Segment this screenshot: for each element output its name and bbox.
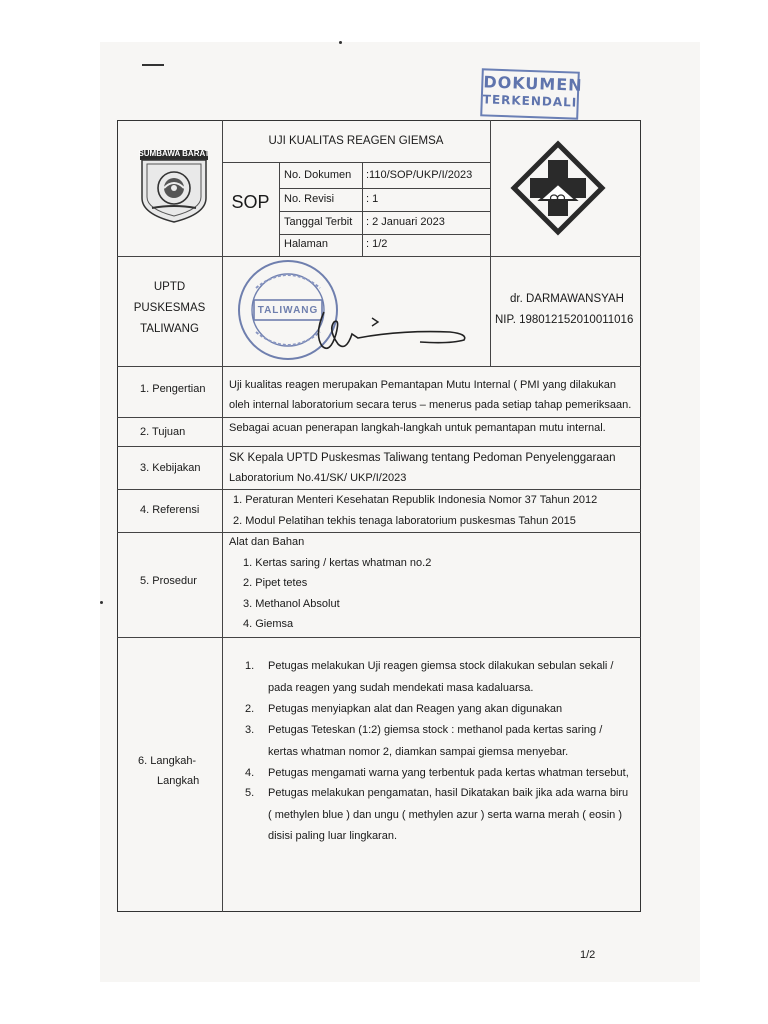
- seal-text: TALIWANG: [257, 305, 319, 316]
- controlled-document-stamp: [480, 68, 583, 119]
- prosedur-item: 4. Giemsa: [243, 618, 294, 630]
- rule: [117, 256, 641, 257]
- org-line2: PUSKESMAS: [133, 302, 206, 314]
- rule: [117, 417, 641, 418]
- rule: [279, 162, 280, 256]
- field-label-halaman: Halaman: [284, 238, 329, 250]
- rule: [222, 162, 490, 163]
- section-label-langkah: 6. Langkah-: [138, 755, 197, 767]
- field-label-no-revisi: No. Revisi: [284, 193, 335, 205]
- field-label-no-dokumen: No. Dokumen: [284, 169, 352, 181]
- rule: [279, 211, 490, 212]
- rule: [362, 162, 363, 256]
- stamp-line2: TERKENDALI: [482, 92, 578, 110]
- section-label-langkah-2: Langkah: [157, 775, 200, 787]
- referensi-item: 2. Modul Pelatihan tekhis tenaga laboratorium puskesmas Tahun 2015: [233, 515, 576, 527]
- pengertian-line: Uji kualitas reagen merupakan Pemantapan Mutu Internal ( PMI yang dilakukan: [229, 379, 617, 391]
- step-number: 4.: [245, 767, 255, 779]
- scan-dot: [100, 601, 103, 604]
- step-line: Petugas melakukan Uji reagen giemsa stock dilakukan sebulan sekali /: [268, 660, 614, 672]
- prosedur-heading: Alat dan Bahan: [229, 536, 305, 548]
- stamp-line1: DOKUMEN: [483, 72, 583, 95]
- puskesmas-logo-icon: [510, 140, 606, 236]
- field-value-no-dokumen: :110/SOP/UKP/I/2023: [366, 169, 473, 181]
- prosedur-item: 2. Pipet tetes: [243, 577, 308, 589]
- step-line: Petugas Teteskan (1:2) giemsa stock : methanol pada kertas saring /: [268, 724, 603, 736]
- rule: [279, 188, 490, 189]
- step-line: Petugas menyiapkan alat dan Reagen yang akan digunakan: [268, 703, 563, 715]
- step-line: kertas whatman nomor 2, diamkan sampai giemsa menyebar.: [268, 746, 569, 758]
- signature-icon: [300, 304, 480, 356]
- tujuan-text: Sebagai acuan penerapan langkah-langkah untuk pemantapan mutu internal.: [229, 422, 606, 434]
- referensi-item: 1. Peraturan Menteri Kesehatan Republik Indonesia Nomor 37 Tahun 2012: [233, 494, 598, 506]
- org-line1: UPTD: [153, 281, 186, 293]
- step-number: 2.: [245, 703, 255, 715]
- scan-dot: [339, 41, 342, 44]
- kebijakan-line: Laboratorium No.41/SK/ UKP/I/2023: [229, 472, 407, 484]
- section-label-tujuan: 2. Tujuan: [140, 426, 186, 438]
- rule: [117, 637, 641, 638]
- rule: [117, 446, 641, 447]
- field-value-no-revisi: : 1: [366, 193, 379, 205]
- step-line: Petugas mengamati warna yang terbentuk pada kertas whatman tersebut,: [268, 767, 629, 779]
- step-line: disisi paling luar lingkaran.: [268, 830, 398, 842]
- rule: [117, 366, 641, 367]
- section-label-pengertian: 1. Pengertian: [140, 383, 206, 395]
- rule: [117, 532, 641, 533]
- org-line3: TALIWANG: [140, 323, 199, 335]
- section-label-kebijakan: 3. Kebijakan: [140, 462, 201, 474]
- field-label-tanggal-terbit: Tanggal Terbit: [284, 216, 353, 228]
- signatory-nip: NIP. 198012152010011016: [495, 314, 634, 326]
- step-line: ( methylen blue ) dan ungu ( methylen azur ) serta warna merah ( eosin ): [268, 809, 622, 821]
- document-title: UJI KUALITAS REAGEN GIEMSA: [268, 135, 444, 147]
- field-value-tanggal-terbit: : 2 Januari 2023: [366, 216, 445, 228]
- rule: [490, 120, 491, 366]
- rule: [279, 234, 490, 235]
- field-value-halaman: : 1/2: [366, 238, 388, 250]
- prosedur-item: 1. Kertas saring / kertas whatman no.2: [243, 557, 432, 569]
- rule: [117, 489, 641, 490]
- scan-mark: [142, 64, 164, 66]
- step-line: Petugas melakukan pengamatan, hasil Dikatakan baik jika ada warna biru: [268, 787, 629, 799]
- region-label: SUMBAWA BARAT: [138, 149, 210, 158]
- signatory-name: dr. DARMAWANSYAH: [510, 293, 624, 305]
- section-label-referensi: 4. Referensi: [140, 504, 200, 516]
- section-label-prosedur: 5. Prosedur: [140, 575, 197, 587]
- kebijakan-line: SK Kepala UPTD Puskesmas Taliwang tentang Pedoman Penyelenggaraan: [229, 452, 616, 464]
- step-number: 1.: [245, 660, 255, 672]
- page-number: 1/2: [580, 949, 596, 961]
- pengertian-line: oleh internal laboratorium secara terus – menerus pada setiap tahap pemeriksaan.: [229, 399, 632, 411]
- sumbawa-barat-emblem-icon: [138, 148, 210, 224]
- rule: [222, 120, 223, 912]
- step-number: 5.: [245, 787, 255, 799]
- sop-label: SOP: [231, 192, 270, 212]
- prosedur-item: 3. Methanol Absolut: [243, 598, 340, 610]
- step-line: pada reagen yang sudah mendekati masa kadaluarsa.: [268, 682, 534, 694]
- step-number: 3.: [245, 724, 255, 736]
